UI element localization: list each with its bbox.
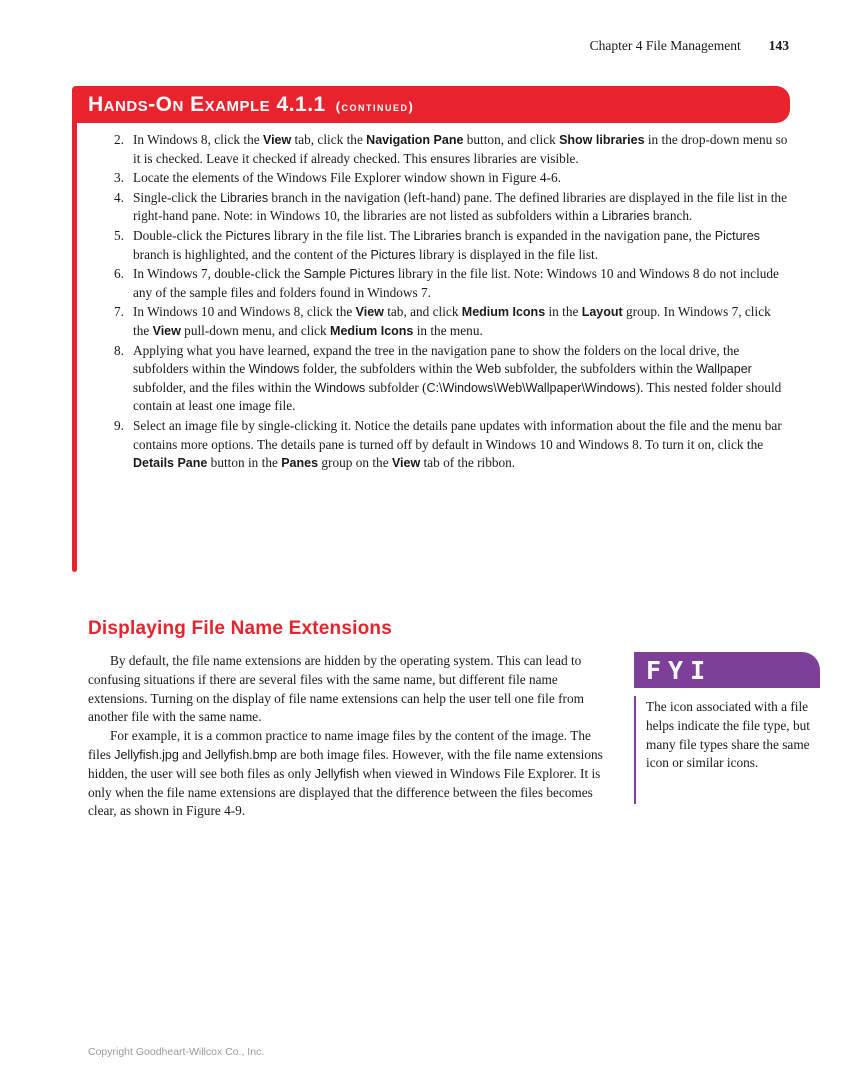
step-number: 4. bbox=[114, 189, 124, 205]
chapter-title: Chapter 4 File Management bbox=[589, 38, 741, 53]
hands-on-example-banner bbox=[72, 86, 790, 123]
numbered-steps-list bbox=[100, 131, 790, 474]
step-text: In Windows 10 and Windows 8, click the View tab, and click Medium Icons in the Layout group. In Windows 7, click the View pull-down menu, and click Medium Icons in the menu. bbox=[133, 304, 771, 338]
banner-title: Hands-On Example 4.1.1 bbox=[88, 92, 326, 116]
fyi-sidebar bbox=[634, 652, 820, 821]
step-number: 3. bbox=[114, 170, 124, 186]
list-item bbox=[100, 227, 790, 264]
list-item bbox=[100, 342, 790, 416]
step-number: 7. bbox=[114, 304, 124, 320]
step-text: In Windows 8, click the View tab, click the Navigation Pane button, and click Show libraries in the drop-down menu so it is checked. Leave it checked if already checked. This ensures libraries are visible. bbox=[133, 132, 788, 166]
body-paragraph: For example, it is a common practice to name image files by the content of the image. The files Jellyfish.jpg and Jellyfish.bmp are both image files. However, with the file name extensions hidden, the user will see both files as only Jellyfish when viewed in Windows File Explorer. It is only when the file name extensions are displayed that the difference between the files becomes clear, as shown in Figure 4-9. bbox=[88, 728, 603, 819]
body-text-column bbox=[88, 652, 608, 821]
page-number: 143 bbox=[768, 38, 789, 53]
step-text: Locate the elements of the Windows File Explorer window shown in Figure 4-6. bbox=[133, 170, 561, 186]
red-spine-bar bbox=[72, 100, 77, 572]
step-number: 2. bbox=[114, 132, 124, 147]
running-head bbox=[590, 38, 789, 54]
copyright-notice: Copyright Goodheart-Willcox Co., Inc. bbox=[88, 1046, 265, 1058]
step-text: Select an image file by single-clicking it. Notice the details pane updates with information about the file and the menu bar contains more options. The details pane is turned off by default in Windows 10 and Windows 8. To turn it on, click the Details Pane button in the Panes group on the View tab of the ribbon. bbox=[133, 417, 782, 471]
step-number: 5. bbox=[114, 227, 124, 243]
banner-continued-label: (continued) bbox=[335, 98, 415, 114]
step-text: Double-click the Pictures library in the file list. The Libraries branch is expanded in the navigation pane, the Pictures branch is highlighted, and the content of the Pictures library is displayed in the file list. bbox=[133, 227, 760, 262]
list-item bbox=[100, 189, 790, 226]
list-item bbox=[100, 417, 790, 473]
list-item bbox=[100, 131, 790, 168]
step-text: Single-click the Libraries branch in the navigation (left-hand) pane. The defined libraries are displayed in the file list in the right-hand pane. Note: in Windows 10, the libraries are not listed as subfolders within a Libraries branch. bbox=[133, 189, 787, 224]
step-text: Applying what you have learned, expand the tree in the navigation pane to show the folders on the local drive, the subfolders within the Windows folder, the subfolders within the Web subfolder, the subfolders within the Wallpaper subfolder, and the files within the Windows subfolder (C:\Windows\Web\Wallpaper\Windows). This nested folder should contain at least one image file. bbox=[133, 342, 782, 414]
body-paragraph: By default, the file name extensions are hidden by the operating system. This can lead to confusing situations if there are several files with the same name, but different file name extensions. Turning on the display of file name extensions can help the user tell one file from another file with the same name. bbox=[88, 653, 584, 725]
fyi-label: FYI bbox=[646, 655, 713, 685]
two-column-body bbox=[88, 652, 810, 821]
list-item bbox=[100, 169, 790, 188]
step-number: 6. bbox=[114, 266, 124, 282]
fyi-header-band bbox=[634, 652, 820, 688]
list-item bbox=[100, 303, 790, 340]
section-heading: Displaying File Name Extensions bbox=[88, 618, 392, 639]
fyi-text: The icon associated with a file helps indicate the file type, but many file types share the same icon or similar icons. bbox=[634, 696, 820, 804]
step-text: In Windows 7, double-click the Sample Pictures library in the file list. Note: Windows 10 and Windows 8 do not include any of the sample files and folders found in Windows 7. bbox=[133, 266, 779, 300]
step-number: 8. bbox=[114, 342, 124, 358]
list-item bbox=[100, 265, 790, 302]
step-number: 9. bbox=[114, 417, 124, 433]
